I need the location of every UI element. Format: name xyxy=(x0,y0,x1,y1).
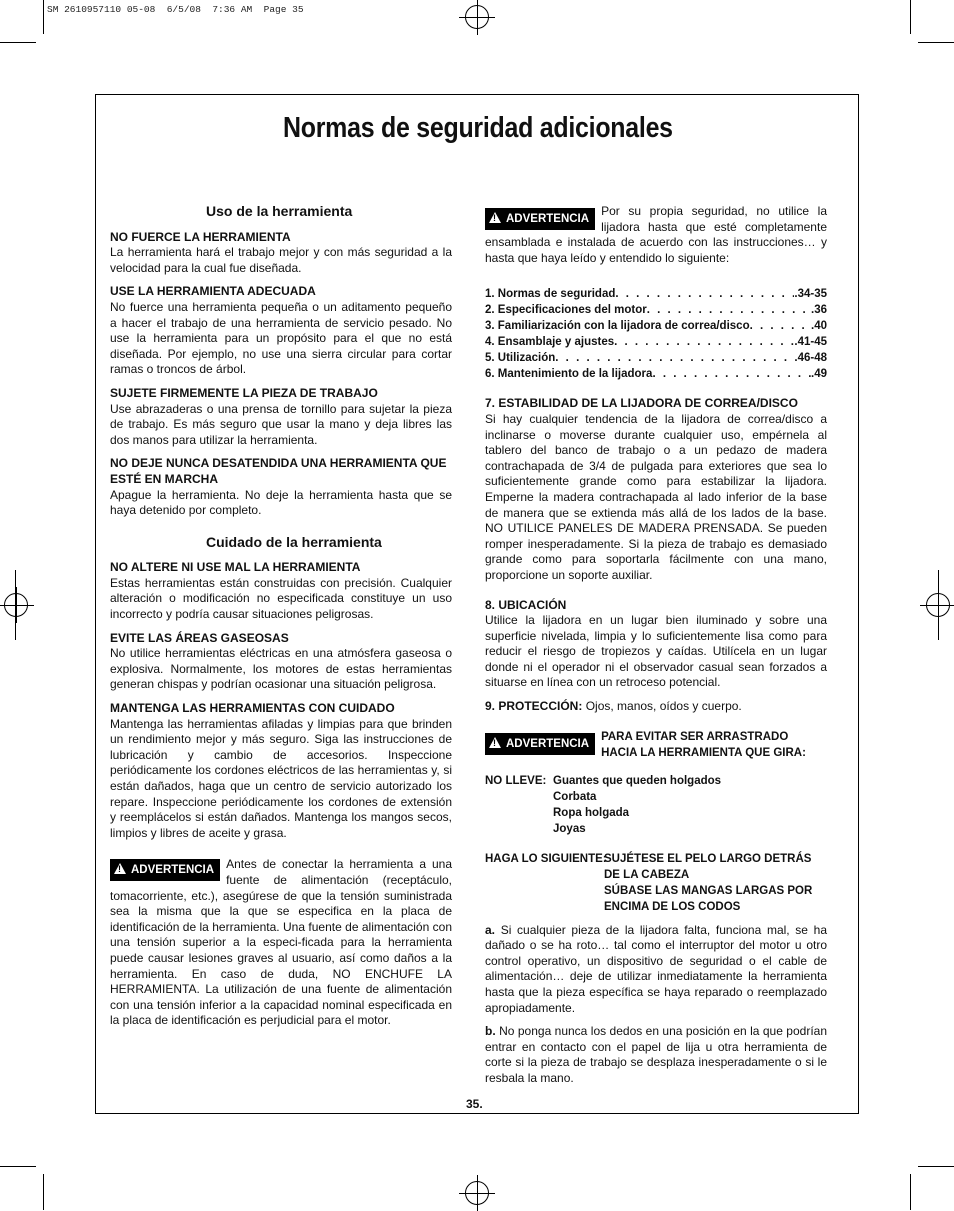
warning-triangle-icon: ! xyxy=(489,737,501,748)
rule-text: Utilice la lijadora en un lugar bien iluminado y sobre una superficie nivelada, limpia y lo suficientemente lisa como para reducir el riesgo de tropiezos y caídas. Utilícela en un lugar donde ni el operador ni el observador casual sean forzados a situarse en línea con un retroceso potencial. xyxy=(485,613,827,690)
rule-block xyxy=(110,284,452,378)
toc-row: 2. Especificaciones del motor . . . .36 xyxy=(485,302,827,318)
note-b-label: b. xyxy=(485,1024,496,1039)
section-heading-cuidado: Cuidado de la herramienta xyxy=(206,533,382,550)
warning-triangle-icon: ! xyxy=(489,212,501,223)
right-column xyxy=(485,204,827,1095)
note-b xyxy=(485,1024,827,1086)
note-a-text: Si cualquier pieza de la lijadora falta, funciona mal, se ha dañado o se ha roto… tal como el interruptor del motor u otro control operativo, un dispositivo de seguridad o el cable de alimentación… deje de utilizar inmediatamente la herramienta hasta que la pieza específica se haya reparado o reemplazado apropiadamente. xyxy=(485,922,827,1015)
rule-text: Mantenga las herramientas afiladas y limpias para que brinden un rendimiento mejor y más seguro. Siga las instrucciones de lubricación y cambio de accesorios. Inspeccione periódicamente los cordones eléctricos de las herramientas y, si están dañados, haga que un centro de servicio autorizado los repare. Inspeccione periódicamente los cordones de extensión y reemplácelos si están dañados. Mantenga los mangos secos, limpios y libres de aceite y grasa. xyxy=(110,716,452,840)
rule-block xyxy=(110,456,452,518)
registration-mark xyxy=(926,593,950,617)
toc-row: 5. Utilización . . . .46-48 xyxy=(485,350,827,366)
voltage-warning xyxy=(110,857,452,1029)
list-item: Joyas xyxy=(553,822,586,835)
rule-block xyxy=(110,560,452,622)
rule-text: La herramienta hará el trabajo mejor y con más seguridad a la velocidad para la cual fue diseñada. xyxy=(110,245,452,275)
note-a xyxy=(485,923,827,1017)
rule-text: Apague la herramienta. No deje la herramienta hasta que se haya detenido por completo. xyxy=(110,487,452,518)
do-not-wear-list xyxy=(485,773,827,837)
do-the-following-list xyxy=(485,851,827,915)
rule-heading: MANTENGA LAS HERRAMIENTAS CON CUIDADO xyxy=(110,701,395,716)
rule-block xyxy=(485,396,827,583)
rule-heading: NO DEJE NUNCA DESATENDIDA UNA HERRAMIENTA QUE ESTÉ EN MARCHA xyxy=(110,456,447,486)
crop-mark xyxy=(918,42,954,43)
crop-mark xyxy=(0,1166,36,1167)
registration-mark xyxy=(465,1181,489,1205)
warning-badge-label: ADVERTENCIA xyxy=(131,864,215,877)
voltage-warning-text: Antes de conectar la herramienta a una fuente de alimentación (receptáculo, tomacorriente, etc.), asegúrese de que la tensión suministrada sea la misma que la que se especifica en la placa de identificación de la herramienta. Una fuente de alimentación con una tensión superior a la especi-ficada para la herramienta puede causar lesiones graves al usuario, así como daños a la herramienta. En caso de duda, NO ENCHUFE LA HERRAMIENTA. La utilización de una fuente de alimentación con una tensión inferior a la capacidad nominal especificada en la placa de identificación es perjudicial para el motor. xyxy=(110,857,452,1028)
protection-label: 9. PROTECCIÓN: xyxy=(485,699,583,714)
rule-text: Estas herramientas están construidas con precisión. Cualquier alteración o modificación no especificada constituye un uso incorrecto y podría causar situaciones peligrosas. xyxy=(110,575,452,622)
section-heading-uso: Uso de la herramienta xyxy=(206,203,353,219)
toc-row: 6. Mantenimiento de la lijadora . . . .49 xyxy=(485,366,827,382)
crop-mark xyxy=(910,1174,911,1210)
print-slug: SM 2610957110 05-08 6/5/08 7:36 AM Page 35 xyxy=(47,4,304,15)
do-the-following-label: HAGA LO SIGUIENTE: xyxy=(485,852,607,865)
rule-heading: USE LA HERRAMIENTA ADECUADA xyxy=(110,284,316,299)
rule-block xyxy=(110,230,452,277)
list-item: Ropa holgada xyxy=(553,806,630,819)
warning-badge xyxy=(485,208,595,230)
list-item: Guantes que queden holgados xyxy=(553,774,722,787)
toc-row: 1. Normas de seguridad . . . .34-35 xyxy=(485,286,827,302)
rule-text: No utilice herramientas eléctricas en una atmósfera gaseosa o explosiva. Normalmente, los motores de estas herramientas generan chispas y podrían ocasionar una situación peligrosa. xyxy=(110,646,452,692)
crop-mark xyxy=(43,1174,44,1210)
table-of-contents xyxy=(485,286,827,382)
warning-badge xyxy=(485,733,595,755)
crop-mark xyxy=(0,42,36,43)
crop-mark xyxy=(918,1166,954,1167)
rule-block xyxy=(485,598,827,692)
note-b-text: No ponga nunca los dedos en una posición en la que podrían entrar en contacto con el papel de lija u otra herramienta de corte si la pieza de trabajo se desplaza inesperadamente o si le resbala la mano. xyxy=(485,1024,828,1085)
entanglement-warning xyxy=(485,729,827,761)
protection-text: Ojos, manos, oídos y cuerpo. xyxy=(585,699,742,714)
registration-mark xyxy=(465,5,489,29)
page-title: Normas de seguridad adicionales xyxy=(283,112,673,144)
rule-heading: 8. UBICACIÓN xyxy=(485,597,567,612)
warning-badge-label: ADVERTENCIA xyxy=(506,737,590,750)
rule-block xyxy=(110,631,452,693)
entanglement-warning-text: PARA EVITAR SER ARRASTRADO HACIA LA HERRAMIENTA QUE GIRA: xyxy=(601,730,806,759)
toc-row: 4. Ensamblaje y ajustes . . . .41-45 xyxy=(485,334,827,350)
rule-text: Si hay cualquier tendencia de la lijadora de correa/disco a inclinarse o moverse durante cualquier uso, empérnela al tablero del banco de trabajo o a un pedazo de madera contrachapada de 3/4 de pulgada para exteriores que sea lo suficientemente grande como para estabilizar la lijadora. Emperne la madera contrachapada al lado inferior de la base de manera que se extienda más allá de los lados de la base. NO UTILICE PANELES DE MADERA PRENSADA. Se pueden romper inesperadamente. Si la pieza de trabajo es demasiado grande como para soportarla fácilmente con una mano, proporcione un soporte auxiliar. xyxy=(485,411,827,582)
toc-row: 3. Familiarización con la lijadora de correa/disco . . . .40 xyxy=(485,318,827,334)
rule-heading: EVITE LAS ÁREAS GASEOSAS xyxy=(110,630,289,645)
note-a-label: a. xyxy=(485,922,496,937)
rule-heading: SUJETE FIRMEMENTE LA PIEZA DE TRABAJO xyxy=(110,385,378,400)
do-not-wear-label: NO LLEVE: xyxy=(485,774,547,787)
list-item: Corbata xyxy=(553,790,597,803)
crop-mark xyxy=(43,0,44,34)
warning-badge xyxy=(110,859,220,881)
rule-heading: 7. ESTABILIDAD DE LA LIJADORA DE CORREA/DISCO xyxy=(485,396,798,411)
rule-text: No fuerce una herramienta pequeña o un aditamento pequeño a hacer el trabajo de una herramienta de servicio pesado. No use la herramienta para un propósito para el que no está diseñada. Por ejemplo, no use una sierra circular para cortar ramas o troncos de árbol. xyxy=(110,299,452,377)
list-item: ENCIMA DE LOS CODOS xyxy=(604,900,741,913)
list-item: DE LA CABEZA xyxy=(604,868,690,881)
rule-block xyxy=(110,386,452,448)
registration-mark xyxy=(4,593,28,617)
warning-badge-label: ADVERTENCIA xyxy=(506,213,590,225)
rule-text: Use abrazaderas o una prensa de tornillo para sujetar la pieza de trabajo. Es más seguro que usar la mano y deja libres las dos manos para utilizar la herramienta. xyxy=(110,401,452,447)
page-number: 35. xyxy=(466,1097,483,1111)
list-item: SÚBASE LAS MANGAS LARGAS POR xyxy=(604,884,813,897)
intro-warning-text: Por su propia seguridad, no utilice la lijadora hasta que esté completamente ensamblada e instalada de acuerdo con las instrucciones… y hasta que haya leído y entendido lo siguiente: xyxy=(485,204,827,265)
intro-warning xyxy=(485,204,827,266)
rule-heading: NO ALTERE NI USE MAL LA HERRAMIENTA xyxy=(110,560,361,575)
protection-line xyxy=(485,699,827,715)
rule-heading: NO FUERCE LA HERRAMIENTA xyxy=(110,229,291,244)
list-item: SUJÉTESE EL PELO LARGO DETRÁS xyxy=(604,852,812,865)
left-column xyxy=(110,204,452,1037)
rule-block xyxy=(110,701,452,841)
warning-triangle-icon: ! xyxy=(114,863,126,874)
crop-mark xyxy=(910,0,911,34)
